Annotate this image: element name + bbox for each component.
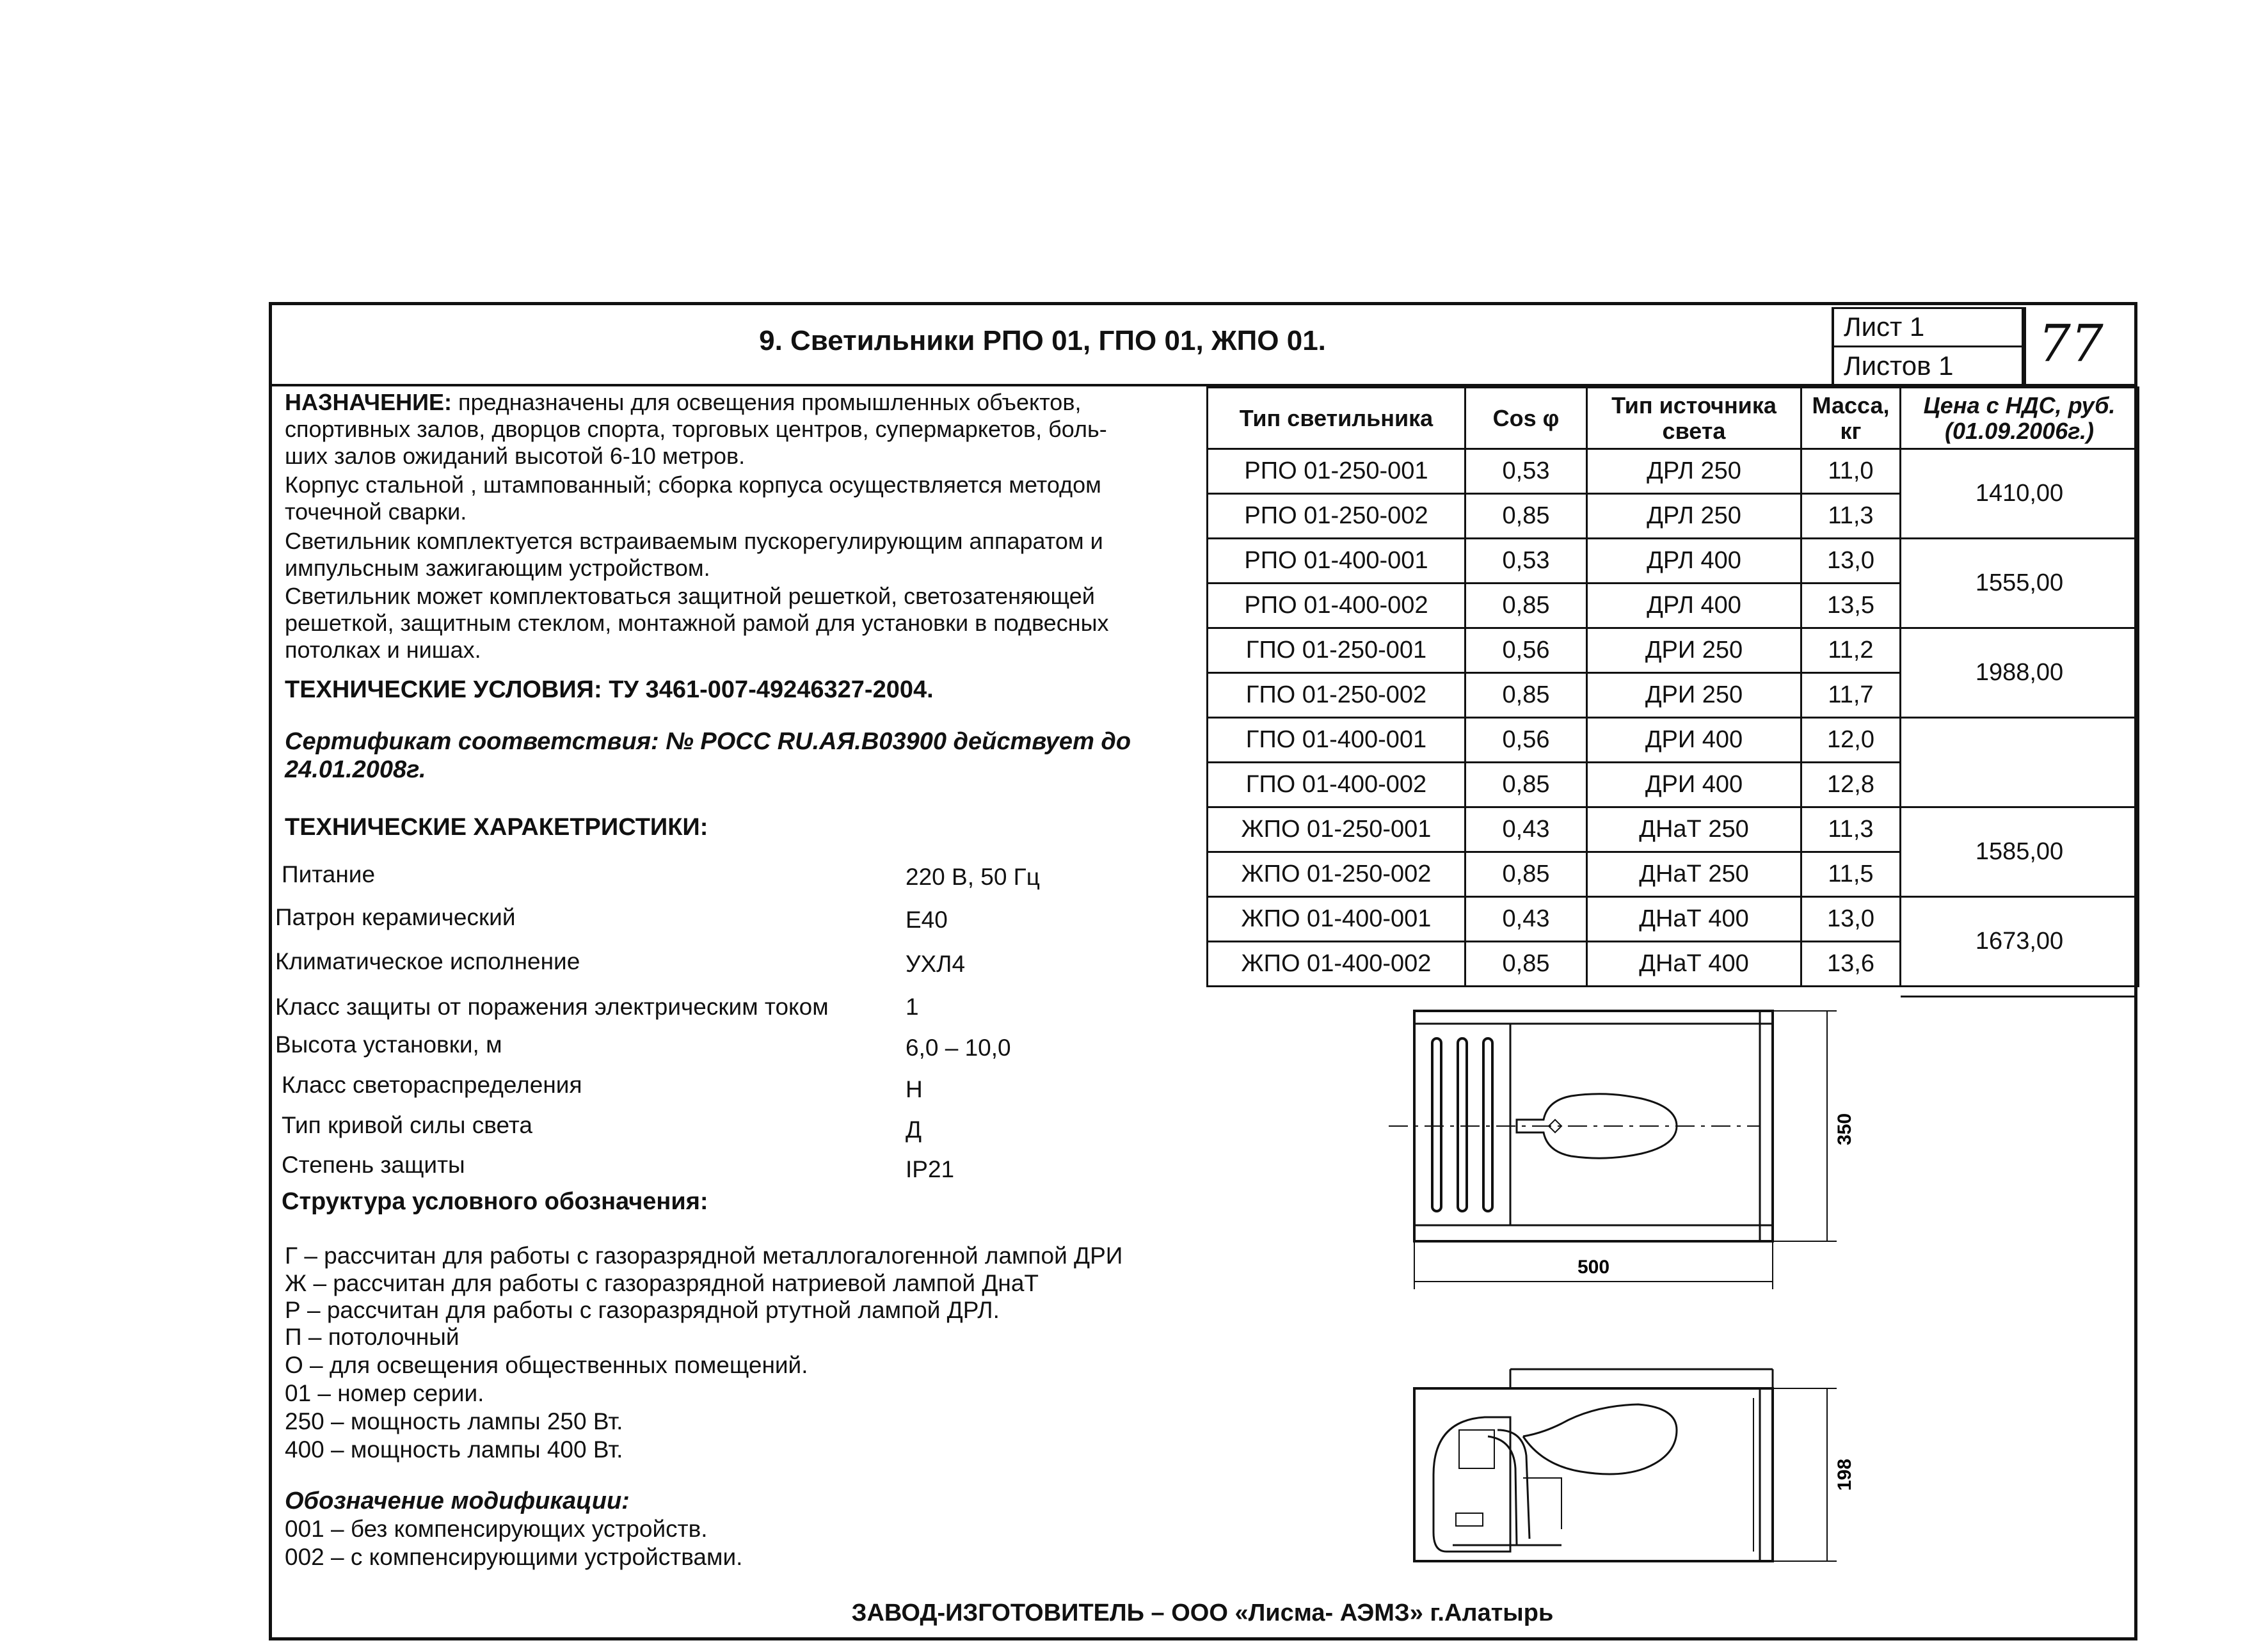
cell-mass: 11,5 bbox=[1801, 852, 1901, 897]
cell-cos: 0,85 bbox=[1465, 942, 1587, 987]
cell-cos: 0,85 bbox=[1465, 673, 1587, 718]
sheet-box-border bbox=[2024, 307, 2026, 385]
header-price-line2: (01.09.2006г.) bbox=[1945, 417, 2094, 444]
table-row bbox=[1208, 718, 2139, 763]
cell-source: ДРИ 400 bbox=[1587, 763, 1801, 807]
structure-line: 250 – мощность лампы 250 Вт. bbox=[285, 1408, 623, 1434]
purpose-line bbox=[285, 389, 1081, 416]
table-row bbox=[1208, 449, 2139, 494]
purpose-line: Светильник может комплектоваться защитной решеткой, светозатеняющей bbox=[285, 583, 1095, 609]
cell-cos: 0,85 bbox=[1465, 584, 1587, 628]
spec-value: 1 bbox=[906, 994, 919, 1020]
cell-price: 1988,00 bbox=[1901, 628, 2139, 718]
header-mass-line2: кг bbox=[1840, 417, 1862, 444]
cell-type: ЖПО 01-400-002 bbox=[1208, 942, 1465, 987]
dimension-width-label: 500 bbox=[1577, 1257, 1610, 1278]
cell-source: ДНаТ 250 bbox=[1587, 852, 1801, 897]
structure-line: О – для освещения общественных помещений. bbox=[285, 1352, 808, 1378]
page-title: 9. Светильники РПО 01, ГПО 01, ЖПО 01. bbox=[759, 325, 1326, 356]
cell-type: ГПО 01-250-002 bbox=[1208, 673, 1465, 718]
spec-value: Д bbox=[906, 1116, 922, 1143]
structure-heading: Структура условного обозначения: bbox=[282, 1188, 708, 1215]
spec-label: Тип кривой силы света bbox=[282, 1112, 532, 1138]
spec-label: Высота установки, м bbox=[275, 1031, 502, 1058]
tech-conditions: ТЕХНИЧЕСКИЕ УСЛОВИЯ: ТУ 3461-007-49246327-2004. bbox=[285, 676, 934, 703]
structure-line: Г – рассчитан для работы с газоразрядной металлогалогенной лампой ДРИ bbox=[285, 1243, 1123, 1269]
table-row bbox=[1208, 628, 2139, 673]
purpose-line: ших залов ожиданий высотой 6-10 метров. bbox=[285, 443, 746, 469]
cell-mass: 11,2 bbox=[1801, 628, 1901, 673]
modification-heading: Обозначение модификации: bbox=[285, 1488, 630, 1514]
cell-mass: 12,0 bbox=[1801, 718, 1901, 763]
cell-mass: 13,0 bbox=[1801, 539, 1901, 584]
cell-cos: 0,43 bbox=[1465, 897, 1587, 942]
purpose-line: потолках и нишах. bbox=[285, 637, 481, 663]
cell-source: ДРЛ 400 bbox=[1587, 584, 1801, 628]
header-fixture-type: Тип светильника bbox=[1208, 388, 1465, 449]
cell-source: ДРЛ 250 bbox=[1587, 494, 1801, 539]
cell-source: ДРИ 400 bbox=[1587, 718, 1801, 763]
cell-type: ЖПО 01-400-001 bbox=[1208, 897, 1465, 942]
certificate-date: 24.01.2008г. bbox=[285, 756, 426, 783]
spec-value: Н bbox=[906, 1076, 923, 1102]
header-light-source-line2: света bbox=[1662, 417, 1726, 444]
fixture-side-view-drawing bbox=[1376, 1360, 1888, 1571]
cell-mass: 11,7 bbox=[1801, 673, 1901, 718]
cell-price bbox=[1901, 718, 2139, 807]
header-price bbox=[1901, 388, 2139, 449]
structure-line: 01 – номер серии. bbox=[285, 1380, 484, 1406]
cell-source: ДРЛ 250 bbox=[1587, 449, 1801, 494]
purpose-line: точечной сварки. bbox=[285, 498, 467, 525]
cell-type: ГПО 01-400-002 bbox=[1208, 763, 1465, 807]
certificate-line: Сертификат соответствия: № РОСС RU.АЯ.В03900 действует до bbox=[285, 728, 1131, 755]
cell-price: 1673,00 bbox=[1901, 897, 2139, 987]
manufacturer-footer: ЗАВОД-ИЗГОТОВИТЕЛЬ – ООО «Лисма- АЭМЗ» г.Алатырь bbox=[851, 1600, 1554, 1626]
dimension-height-side-label: 198 bbox=[1834, 1458, 1855, 1491]
cell-type: ЖПО 01-250-002 bbox=[1208, 852, 1465, 897]
spec-value: 220 В, 50 Гц bbox=[906, 864, 1040, 890]
spec-label: Класс светораспределения bbox=[282, 1072, 582, 1098]
cell-cos: 0,53 bbox=[1465, 449, 1587, 494]
spec-value: 6,0 – 10,0 bbox=[906, 1035, 1011, 1061]
header-mass bbox=[1801, 388, 1901, 449]
purpose-line: решеткой, защитным стеклом, монтажной рамой для установки в подвесных bbox=[285, 610, 1109, 636]
cell-cos: 0,56 bbox=[1465, 628, 1587, 673]
cell-source: ДНаТ 400 bbox=[1587, 897, 1801, 942]
cell-price: 1585,00 bbox=[1901, 807, 2139, 897]
cell-mass: 12,8 bbox=[1801, 763, 1901, 807]
cell-mass: 11,3 bbox=[1801, 807, 1901, 852]
cell-type: ГПО 01-250-001 bbox=[1208, 628, 1465, 673]
spec-label: Класс защиты от поражения электрическим током bbox=[275, 994, 829, 1020]
purpose-heading: НАЗНАЧЕНИЕ: bbox=[285, 389, 452, 415]
specs-heading: ТЕХНИЧЕСКИЕ ХАРАКЕТРИСТИКИ: bbox=[285, 814, 708, 841]
cell-source: ДНаТ 250 bbox=[1587, 807, 1801, 852]
fixtures-table bbox=[1206, 386, 2139, 987]
cell-cos: 0,85 bbox=[1465, 852, 1587, 897]
cell-cos: 0,43 bbox=[1465, 807, 1587, 852]
table-row bbox=[1208, 807, 2139, 852]
cell-source: ДРИ 250 bbox=[1587, 673, 1801, 718]
cell-price: 1555,00 bbox=[1901, 539, 2139, 628]
structure-line: П – потолочный bbox=[285, 1324, 459, 1350]
cell-type: РПО 01-250-002 bbox=[1208, 494, 1465, 539]
header-light-source-line1: Тип источника bbox=[1611, 392, 1777, 418]
table-row bbox=[1208, 897, 2139, 942]
structure-line: 400 – мощность лампы 400 Вт. bbox=[285, 1436, 623, 1463]
spec-value: Е40 bbox=[906, 907, 948, 933]
purpose-line: импульсным зажигающим устройством. bbox=[285, 555, 710, 581]
cell-cos: 0,85 bbox=[1465, 494, 1587, 539]
dimension-height-label: 350 bbox=[1834, 1113, 1855, 1146]
spec-label: Климатическое исполнение bbox=[275, 948, 580, 974]
cell-type: РПО 01-400-001 bbox=[1208, 539, 1465, 584]
table-right-divider bbox=[1901, 996, 2135, 997]
cell-type: ГПО 01-400-001 bbox=[1208, 718, 1465, 763]
purpose-line: Светильник комплектуется встраиваемым пускорегулирующим аппаратом и bbox=[285, 528, 1103, 554]
cell-mass: 13,5 bbox=[1801, 584, 1901, 628]
purpose-line: Корпус стальной , штампованный; сборка корпуса осуществляется методом bbox=[285, 472, 1101, 498]
structure-line: Р – рассчитан для работы с газоразрядной ртутной лампой ДРЛ. bbox=[285, 1297, 1000, 1323]
cell-type: РПО 01-400-002 bbox=[1208, 584, 1465, 628]
spec-value: IP21 bbox=[906, 1156, 955, 1182]
fixture-top-view-drawing bbox=[1376, 989, 1888, 1331]
cell-cos: 0,53 bbox=[1465, 539, 1587, 584]
cell-mass: 11,0 bbox=[1801, 449, 1901, 494]
spec-label: Питание bbox=[282, 861, 376, 887]
cell-cos: 0,85 bbox=[1465, 763, 1587, 807]
modification-line: 002 – с компенсирующими устройствами. bbox=[285, 1544, 743, 1570]
table-row bbox=[1208, 539, 2139, 584]
cell-type: РПО 01-250-001 bbox=[1208, 449, 1465, 494]
cell-type: ЖПО 01-250-001 bbox=[1208, 807, 1465, 852]
sheets-count: Листов 1 bbox=[1832, 345, 2024, 386]
cell-source: ДРЛ 400 bbox=[1587, 539, 1801, 584]
purpose-first-line: предназначены для освещения промышленных объектов, bbox=[451, 389, 1082, 415]
header-mass-line1: Масса, bbox=[1812, 392, 1890, 418]
cell-source: ДРИ 250 bbox=[1587, 628, 1801, 673]
header-light-source bbox=[1587, 388, 1801, 449]
table-header-row bbox=[1208, 388, 2139, 449]
spec-label: Патрон керамический bbox=[275, 904, 516, 930]
cell-cos: 0,56 bbox=[1465, 718, 1587, 763]
modification-line: 001 – без компенсирующих устройств. bbox=[285, 1516, 708, 1542]
cell-mass: 13,0 bbox=[1801, 897, 1901, 942]
header-price-line1: Цена с НДС, руб. bbox=[1923, 392, 2116, 418]
cell-price: 1410,00 bbox=[1901, 449, 2139, 539]
spec-label: Степень защиты bbox=[282, 1152, 465, 1178]
handwritten-sheet-number: 77 bbox=[2038, 314, 2104, 373]
sheet-box-border bbox=[1832, 307, 1834, 385]
sheet-number: Лист 1 bbox=[1832, 307, 2024, 347]
cell-mass: 13,6 bbox=[1801, 942, 1901, 987]
header-cos-phi: Cos φ bbox=[1465, 388, 1587, 449]
cell-source: ДНаТ 400 bbox=[1587, 942, 1801, 987]
purpose-line: спортивных залов, дворцов спорта, торговых центров, супермаркетов, боль- bbox=[285, 416, 1107, 442]
structure-line: Ж – рассчитан для работы с газоразрядной натриевой лампой ДнаТ bbox=[285, 1270, 1039, 1296]
spec-value: УХЛ4 bbox=[906, 951, 966, 977]
cell-mass: 11,3 bbox=[1801, 494, 1901, 539]
